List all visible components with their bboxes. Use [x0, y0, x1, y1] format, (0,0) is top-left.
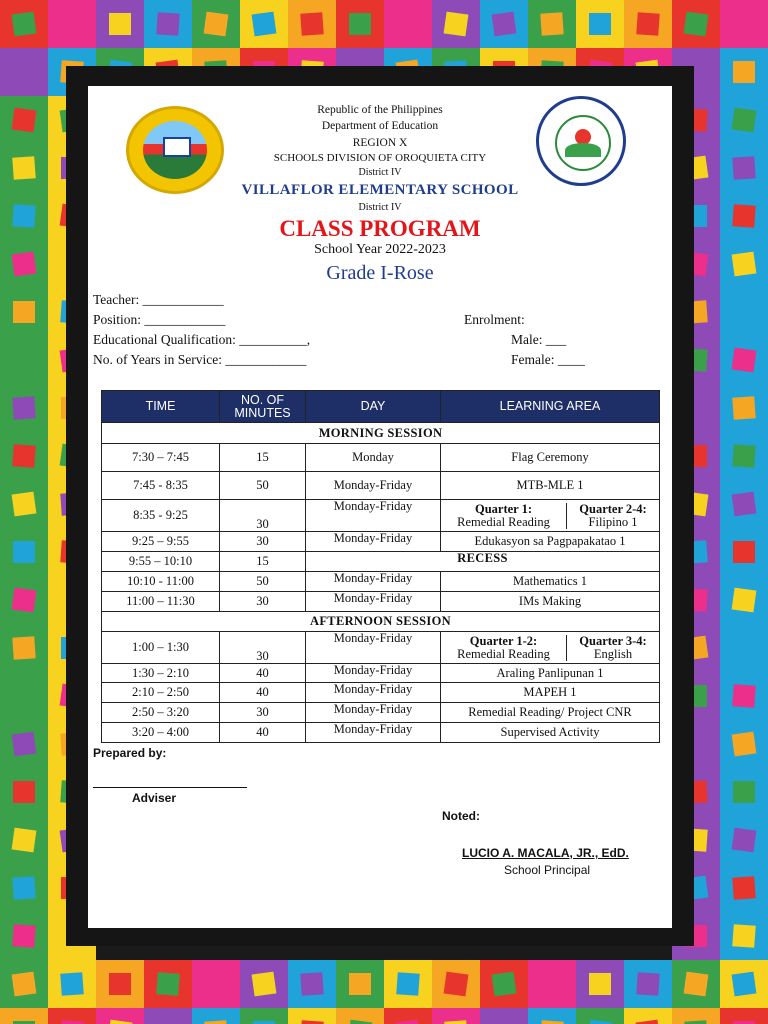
prepared-by-label: Prepared by: — [93, 746, 167, 760]
table-row — [102, 572, 660, 592]
quarter-label: Quarter 1-2: — [469, 633, 538, 648]
border-tile — [240, 1008, 288, 1024]
column-header-time: TIME — [102, 391, 220, 423]
learning-area-cell: MTB-MLE 1 — [441, 472, 660, 500]
border-tile — [48, 0, 96, 48]
border-tile — [0, 624, 48, 672]
border-tile — [720, 0, 768, 48]
border-tile — [48, 960, 96, 1008]
afternoon-session-label: AFTERNOON SESSION — [102, 612, 660, 632]
border-tile — [0, 480, 48, 528]
border-tile — [0, 240, 48, 288]
border-tile — [0, 384, 48, 432]
learning-area-cell: Edukasyon sa Pagpapakatao 1 — [441, 532, 660, 552]
minutes-cell: 40 — [220, 723, 306, 743]
time-cell: 1:30 – 2:10 — [102, 664, 220, 683]
minutes-cell: 15 — [220, 552, 306, 572]
day-cell: Monday-Friday — [306, 703, 441, 723]
quarter-subject: Remedial Reading — [457, 514, 550, 529]
male-field: Male: ___ — [511, 332, 567, 347]
border-tile — [672, 960, 720, 1008]
border-tile — [144, 960, 192, 1008]
table-row — [102, 500, 660, 532]
border-tile — [720, 816, 768, 864]
district-line: District IV — [358, 167, 402, 178]
border-tile — [720, 144, 768, 192]
border-tile — [288, 960, 336, 1008]
day-cell: Monday-Friday — [306, 592, 441, 612]
district-line-2: District IV — [358, 202, 402, 213]
noted-label: Noted: — [442, 809, 480, 823]
border-tile — [0, 720, 48, 768]
border-tile — [384, 0, 432, 48]
border-tile — [720, 432, 768, 480]
border-tile — [240, 960, 288, 1008]
border-tile — [0, 0, 48, 48]
border-tile — [720, 384, 768, 432]
position-field: Position: ____________ — [93, 312, 226, 327]
border-tile — [0, 48, 48, 96]
table-row — [102, 632, 660, 664]
border-tile — [720, 672, 768, 720]
border-tile — [0, 288, 48, 336]
border-tile — [576, 1008, 624, 1024]
table-row — [102, 532, 660, 552]
day-cell: Monday-Friday — [306, 664, 441, 683]
class-program-sheet — [88, 86, 672, 928]
minutes-cell: 40 — [220, 664, 306, 683]
minutes-cell: 30 — [220, 532, 306, 552]
quarter-subject: Remedial Reading — [457, 646, 550, 661]
border-tile — [672, 1008, 720, 1024]
time-cell: 10:10 - 11:00 — [102, 572, 220, 592]
border-tile — [48, 1008, 96, 1024]
table-row — [102, 552, 660, 572]
time-cell: 7:45 - 8:35 — [102, 472, 220, 500]
border-tile — [576, 0, 624, 48]
morning-session-label: MORNING SESSION — [102, 423, 660, 444]
border-tile — [0, 960, 48, 1008]
region-line: REGION X — [352, 137, 408, 149]
border-tile — [288, 0, 336, 48]
border-tile — [336, 960, 384, 1008]
border-tile — [576, 960, 624, 1008]
border-tile — [720, 960, 768, 1008]
border-tile — [624, 0, 672, 48]
border-tile — [384, 960, 432, 1008]
class-schedule-table — [101, 390, 660, 743]
minutes-cell: 50 — [220, 572, 306, 592]
teacher-field: Teacher: ____________ — [93, 292, 224, 307]
country-line: Republic of the Philippines — [317, 104, 443, 116]
border-tile — [528, 0, 576, 48]
day-cell: Monday-Friday — [306, 532, 441, 552]
border-tile — [720, 288, 768, 336]
table-row — [102, 723, 660, 743]
table-row — [102, 592, 660, 612]
grade-section: Grade I-Rose — [326, 262, 434, 284]
adviser-signature-line — [93, 787, 247, 788]
border-tile — [720, 912, 768, 960]
border-tile — [240, 0, 288, 48]
border-tile — [0, 816, 48, 864]
border-tile — [720, 240, 768, 288]
border-tile — [528, 1008, 576, 1024]
border-tile — [0, 144, 48, 192]
time-cell: 2:10 – 2:50 — [102, 683, 220, 703]
learning-area-cell: Flag Ceremony — [441, 444, 660, 472]
minutes-cell: 50 — [220, 472, 306, 500]
border-tile — [432, 960, 480, 1008]
border-tile — [0, 912, 48, 960]
border-tile — [0, 576, 48, 624]
border-tile — [720, 768, 768, 816]
division-line: SCHOOLS DIVISION OF OROQUIETA CITY — [273, 152, 487, 164]
border-tile — [96, 1008, 144, 1024]
border-tile — [192, 0, 240, 48]
page-title: CLASS PROGRAM — [279, 216, 481, 241]
border-tile — [480, 0, 528, 48]
column-header-learning-area: LEARNING AREA — [441, 391, 660, 423]
time-cell: 8:35 - 9:25 — [102, 500, 220, 532]
border-tile — [0, 96, 48, 144]
border-tile — [624, 1008, 672, 1024]
border-tile — [288, 1008, 336, 1024]
border-tile — [720, 576, 768, 624]
border-tile — [480, 1008, 528, 1024]
table-row — [102, 703, 660, 723]
qualification-field: Educational Qualification: __________, — [93, 332, 311, 347]
time-cell: 3:20 – 4:00 — [102, 723, 220, 743]
border-tile — [624, 960, 672, 1008]
border-tile — [720, 336, 768, 384]
learning-area-cell — [441, 500, 660, 532]
learning-area-cell: Araling Panlipunan 1 — [441, 664, 660, 683]
adviser-label: Adviser — [132, 791, 177, 805]
time-cell: 7:30 – 7:45 — [102, 444, 220, 472]
border-tile — [144, 0, 192, 48]
school-name: VILLAFLOR ELEMENTARY SCHOOL — [241, 182, 519, 198]
day-cell: Monday-Friday — [306, 500, 441, 532]
learning-area-cell: Supervised Activity — [441, 723, 660, 743]
border-tile — [432, 1008, 480, 1024]
time-cell: 9:55 – 10:10 — [102, 552, 220, 572]
border-tile — [432, 0, 480, 48]
day-cell: Monday-Friday — [306, 723, 441, 743]
minutes-cell: 30 — [220, 703, 306, 723]
minutes-cell: 30 — [220, 592, 306, 612]
border-tile — [192, 960, 240, 1008]
border-tile — [96, 0, 144, 48]
border-tile — [0, 432, 48, 480]
table-row — [102, 444, 660, 472]
recess-label: RECESS — [306, 552, 660, 572]
quarter-label: Quarter 3-4: — [579, 633, 647, 648]
table-row — [102, 664, 660, 683]
minutes-cell: 30 — [220, 632, 306, 664]
border-tile — [528, 960, 576, 1008]
border-tile — [720, 48, 768, 96]
border-tile — [720, 720, 768, 768]
learning-area-cell: Remedial Reading/ Project CNR — [441, 703, 660, 723]
day-cell: Monday-Friday — [306, 572, 441, 592]
border-tile — [720, 192, 768, 240]
border-tile — [192, 1008, 240, 1024]
school-year: School Year 2022-2023 — [314, 242, 446, 257]
column-header-day: DAY — [306, 391, 441, 423]
learning-area-cell: Mathematics 1 — [441, 572, 660, 592]
learning-area-cell: IMs Making — [441, 592, 660, 612]
years-in-service-field: No. of Years in Service: ____________ — [93, 352, 307, 367]
principal-title: School Principal — [504, 863, 591, 877]
border-tile — [384, 1008, 432, 1024]
border-tile — [336, 0, 384, 48]
border-tile — [720, 528, 768, 576]
border-tile — [0, 192, 48, 240]
principal-name: LUCIO A. MACALA, JR., EdD. — [462, 846, 629, 860]
minutes-cell: 40 — [220, 683, 306, 703]
column-header-minutes: NO. OF MINUTES — [220, 391, 306, 423]
border-tile — [720, 864, 768, 912]
border-tile — [720, 1008, 768, 1024]
border-tile — [672, 0, 720, 48]
quarter-label: Quarter 2-4: — [579, 501, 647, 516]
border-tile — [720, 480, 768, 528]
female-field: Female: ____ — [511, 352, 585, 367]
table-row — [102, 472, 660, 500]
time-cell: 2:50 – 3:20 — [102, 703, 220, 723]
learning-area-cell: MAPEH 1 — [441, 683, 660, 703]
border-tile — [144, 1008, 192, 1024]
quarter-subject: English — [593, 646, 633, 661]
border-tile — [0, 864, 48, 912]
border-tile — [0, 528, 48, 576]
time-cell: 9:25 – 9:55 — [102, 532, 220, 552]
enrolment-label: Enrolment: — [464, 312, 525, 327]
border-tile — [0, 1008, 48, 1024]
quarter-label: Quarter 1: — [474, 501, 533, 516]
day-cell: Monday-Friday — [306, 632, 441, 664]
minutes-cell: 15 — [220, 444, 306, 472]
border-tile — [0, 336, 48, 384]
day-cell: Monday-Friday — [306, 683, 441, 703]
border-tile — [0, 672, 48, 720]
day-cell: Monday-Friday — [306, 472, 441, 500]
border-tile — [480, 960, 528, 1008]
table-row — [102, 683, 660, 703]
border-tile — [96, 960, 144, 1008]
department-line: Department of Education — [321, 120, 439, 132]
border-tile — [720, 96, 768, 144]
quarter-subject: Filipino 1 — [588, 514, 638, 529]
day-cell: Monday — [306, 444, 441, 472]
minutes-cell: 30 — [220, 500, 306, 532]
border-tile — [720, 624, 768, 672]
border-tile — [336, 1008, 384, 1024]
time-cell: 11:00 – 11:30 — [102, 592, 220, 612]
time-cell: 1:00 – 1:30 — [102, 632, 220, 664]
learning-area-cell — [441, 632, 660, 664]
border-tile — [0, 768, 48, 816]
